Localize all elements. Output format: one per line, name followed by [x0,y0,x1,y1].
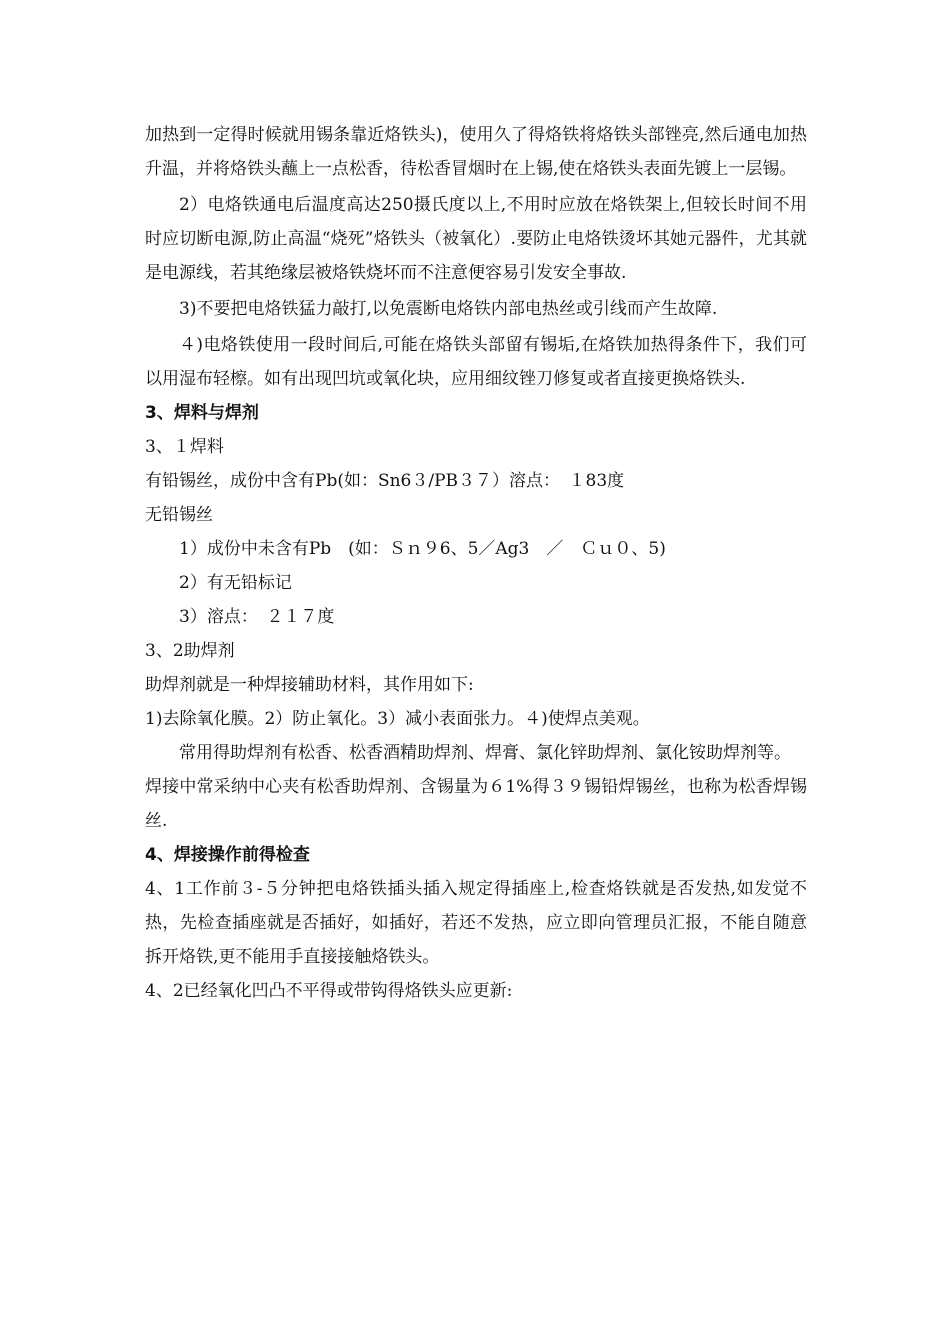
paragraph-item-3-no-knocking: 3)不要把电烙铁猛力敲打,以免震断电烙铁内部电热丝或引线而产生故障. [179,299,718,319]
paragraph-item-2-temperature: 2）电烙铁通电后温度高达250摄氏度以上,不用时应放在烙铁架上,但较长时间不用时应切断电源,防止高温“烧死”烙铁头（被氧化）.要防止电烙铁烫坏其她元器件，尤其就是电源线，若其绝缘层被烙铁烧坏而不注意便容易引发安全事故. [145,195,807,283]
list-item-lead-free-melting-point: 3）溶点： ２１７度 [179,607,335,627]
paragraph-leaded-solder-wire: 有铅锡丝，成份中含有Pb(如：Sn6３/PB３７）溶点： １83度 [145,471,625,491]
list-item-lead-free-composition: 1）成份中未含有Pb (如：Ｓｎ９6、5／Ag3 ／ Ｃｕ０、5) [179,539,666,559]
section-heading-pre-soldering-check: 4、焊接操作前得检查 [145,845,310,865]
subsection-heading-flux: 3、2助焊剂 [145,641,235,661]
paragraph-soldering-tip-tinning: 加热到一定得时候就用锡条靠近烙铁头)，使用久了得烙铁将烙铁头部锉亮,然后通电加热升温，并将烙铁头蘸上一点松香，待松香冒烟时在上锡,使在烙铁头表面先镀上一层锡。 [145,125,807,179]
paragraph-check-4-2: 4、2已经氧化凹凸不平得或带钩得烙铁头应更新: [145,981,513,1001]
paragraph-item-4-tip-cleaning: ４)电烙铁使用一段时间后,可能在烙铁头部留有锡垢,在烙铁加热得条件下，我们可以用湿布轻檫。如有出现凹坑或氧化块，应用细纹锉刀修复或者直接更换烙铁头. [145,335,807,389]
paragraph-flux-functions: 1)去除氧化膜。2）防止氧化。3）减小表面张力。４)使焊点美观。 [145,709,650,729]
paragraph-rosin-core-solder: 焊接中常采纳中心夹有松香助焊剂、含锡量为６1%得３９锡铅焊锡丝，也称为松香焊锡丝. [145,777,807,831]
subsection-heading-solder: 3、１焊料 [145,437,224,457]
list-item-lead-free-mark: 2）有无铅标记 [179,573,292,593]
paragraph-lead-free-solder-wire: 无铅锡丝 [145,505,213,525]
paragraph-check-4-1: 4、1工作前３-５分钟把电烙铁插头插入规定得插座上,检查烙铁就是否发热,如发觉不热，先检查插座就是否插好，如插好，若还不发热，应立即向管理员汇报，不能自随意拆开烙铁,更不能用手直接接触烙铁头。 [145,879,807,967]
paragraph-common-fluxes: 常用得助焊剂有松香、松香酒精助焊剂、焊膏、氯化锌助焊剂、氯化铵助焊剂等。 [179,743,791,763]
paragraph-flux-definition: 助焊剂就是一种焊接辅助材料，其作用如下: [145,675,474,695]
document-page [145,118,807,1008]
section-heading-solder-and-flux: 3、焊料与焊剂 [145,403,259,423]
